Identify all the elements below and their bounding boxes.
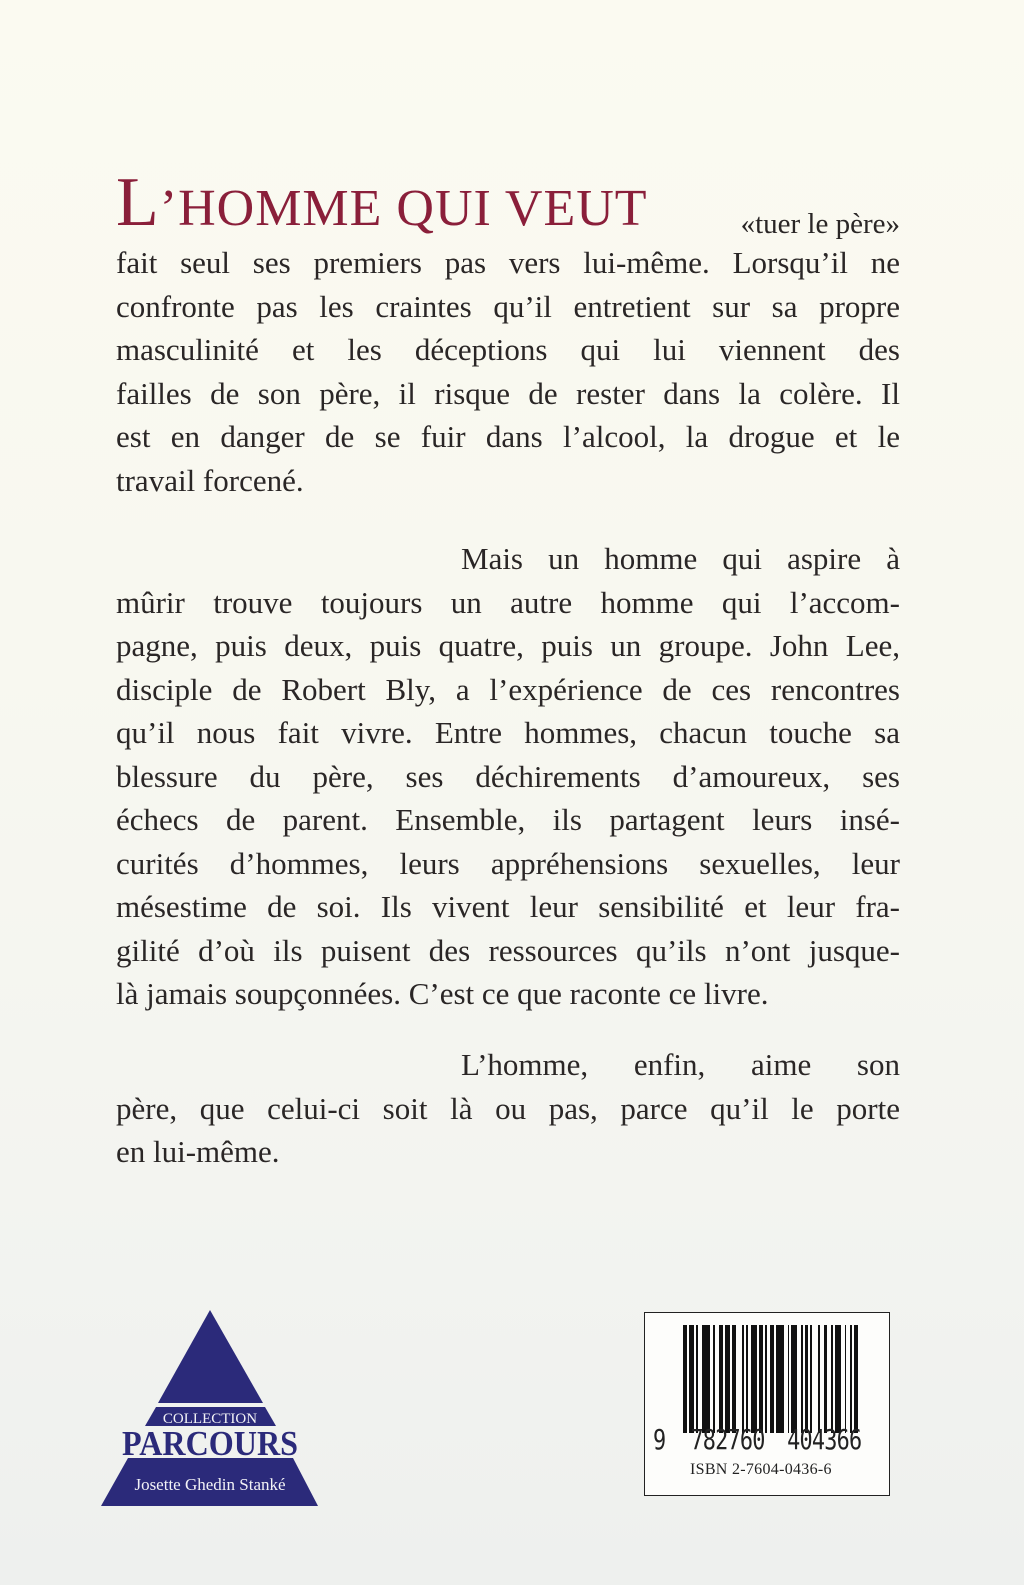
paragraph-1 [116,164,900,502]
barcode-bar [788,1325,790,1433]
barcode-bar [696,1325,698,1433]
barcode-bar [765,1325,767,1433]
barcode-bar [751,1325,757,1433]
paragraph-2 [116,537,900,1016]
barcode-bar [702,1325,710,1433]
headline-title [116,164,648,241]
text-line: confronte pas les craintes qu’il entretient sur sa propre [116,288,900,324]
barcode-bar [818,1325,820,1433]
publisher-logo [98,1308,323,1513]
barcode-bar [732,1325,736,1433]
barcode-bar [835,1325,841,1433]
text-line: curités d’hommes, leurs appréhensions sexuelles, leur [116,845,900,881]
text-line: masculinité et les déceptions qui lui viennent des [116,332,900,367]
text-line: failles de son père, il risque de rester dans la colère. Il [116,375,900,411]
barcode-digits [653,1423,862,1463]
text-line: gilité d’où ils puisent des ressources qu’ils n’ont jusque- [116,932,900,968]
barcode-bars [683,1325,883,1433]
barcode-bar [776,1325,784,1433]
paragraph-3 [116,1043,900,1174]
barcode-bar [689,1325,695,1433]
text-line: disciple de Robert Bly, a l’expérience de ces rencontres [116,671,900,707]
barcode-bar [746,1325,748,1433]
barcode-bar [713,1325,715,1433]
barcode-bar [810,1325,812,1433]
text-line: là jamais soupçonnées. C’est ce que raconte ce livre. [116,976,769,1011]
isbn: ISBN 2-7604-0436-6 [690,1461,832,1478]
headline [116,164,900,245]
barcode-digits-left: 782760 [690,1423,765,1456]
text-line: blessure du père, ses déchirements d’amoureux, ses [116,758,900,794]
logo-series: PARCOURS [122,1424,298,1463]
text-line: fait seul ses premiers pas vers lui-même. Lorsqu’il ne [116,245,900,280]
text-line: L’homme, enfin, aime son [461,1047,900,1082]
headline-initial: L [116,164,160,241]
barcode-bar [683,1325,687,1433]
triangle-logo-icon [98,1308,323,1513]
barcode-bar [791,1325,797,1433]
text-line: pagne, puis deux, puis quatre, puis un groupe. John Lee, [116,628,900,663]
text-line: père, que celui-ci soit là ou pas, parce qu’il le porte [116,1090,900,1126]
barcode [644,1312,890,1496]
barcode-bar [719,1325,723,1433]
barcode-digits-right: 404366 [787,1423,862,1456]
barcode-digit-first: 9 [653,1423,667,1456]
barcode-bar [801,1325,803,1433]
text-line: en lui-même. [116,1134,280,1169]
barcode-bar [845,1325,847,1433]
barcode-bar [725,1325,731,1433]
text-line: échecs de parent. Ensemble, ils partagent leurs insé- [116,802,900,837]
headline-rest: ’HOMME QUI VEUT [159,180,648,237]
barcode-bar [854,1325,858,1433]
barcode-bar [759,1325,763,1433]
barcode-bar [742,1325,744,1433]
text-line: travail forcené. [116,462,304,498]
barcode-bar [805,1325,809,1433]
headline-quote: «tuer le père» [740,208,900,240]
text-line: mésestime de soi. Ils vivent leur sensibilité et leur fra- [116,889,900,924]
text-line: est en danger de se fuir dans l’alcool, la drogue et le [116,419,900,454]
logo-publisher: Josette Ghedin Stanké [134,1475,286,1494]
text-line: Mais un homme qui aspire à [461,541,900,576]
text-line: mûrir trouve toujours un autre homme qui l’accom- [116,584,900,620]
barcode-bar [850,1325,852,1433]
barcode-bar [770,1325,774,1433]
barcode-bar [831,1325,833,1433]
barcode-bar [824,1325,828,1433]
text-line: qu’il nous fait vivre. Entre hommes, chacun touche sa [116,715,900,750]
logo-collection: COLLECTION [162,1411,258,1427]
